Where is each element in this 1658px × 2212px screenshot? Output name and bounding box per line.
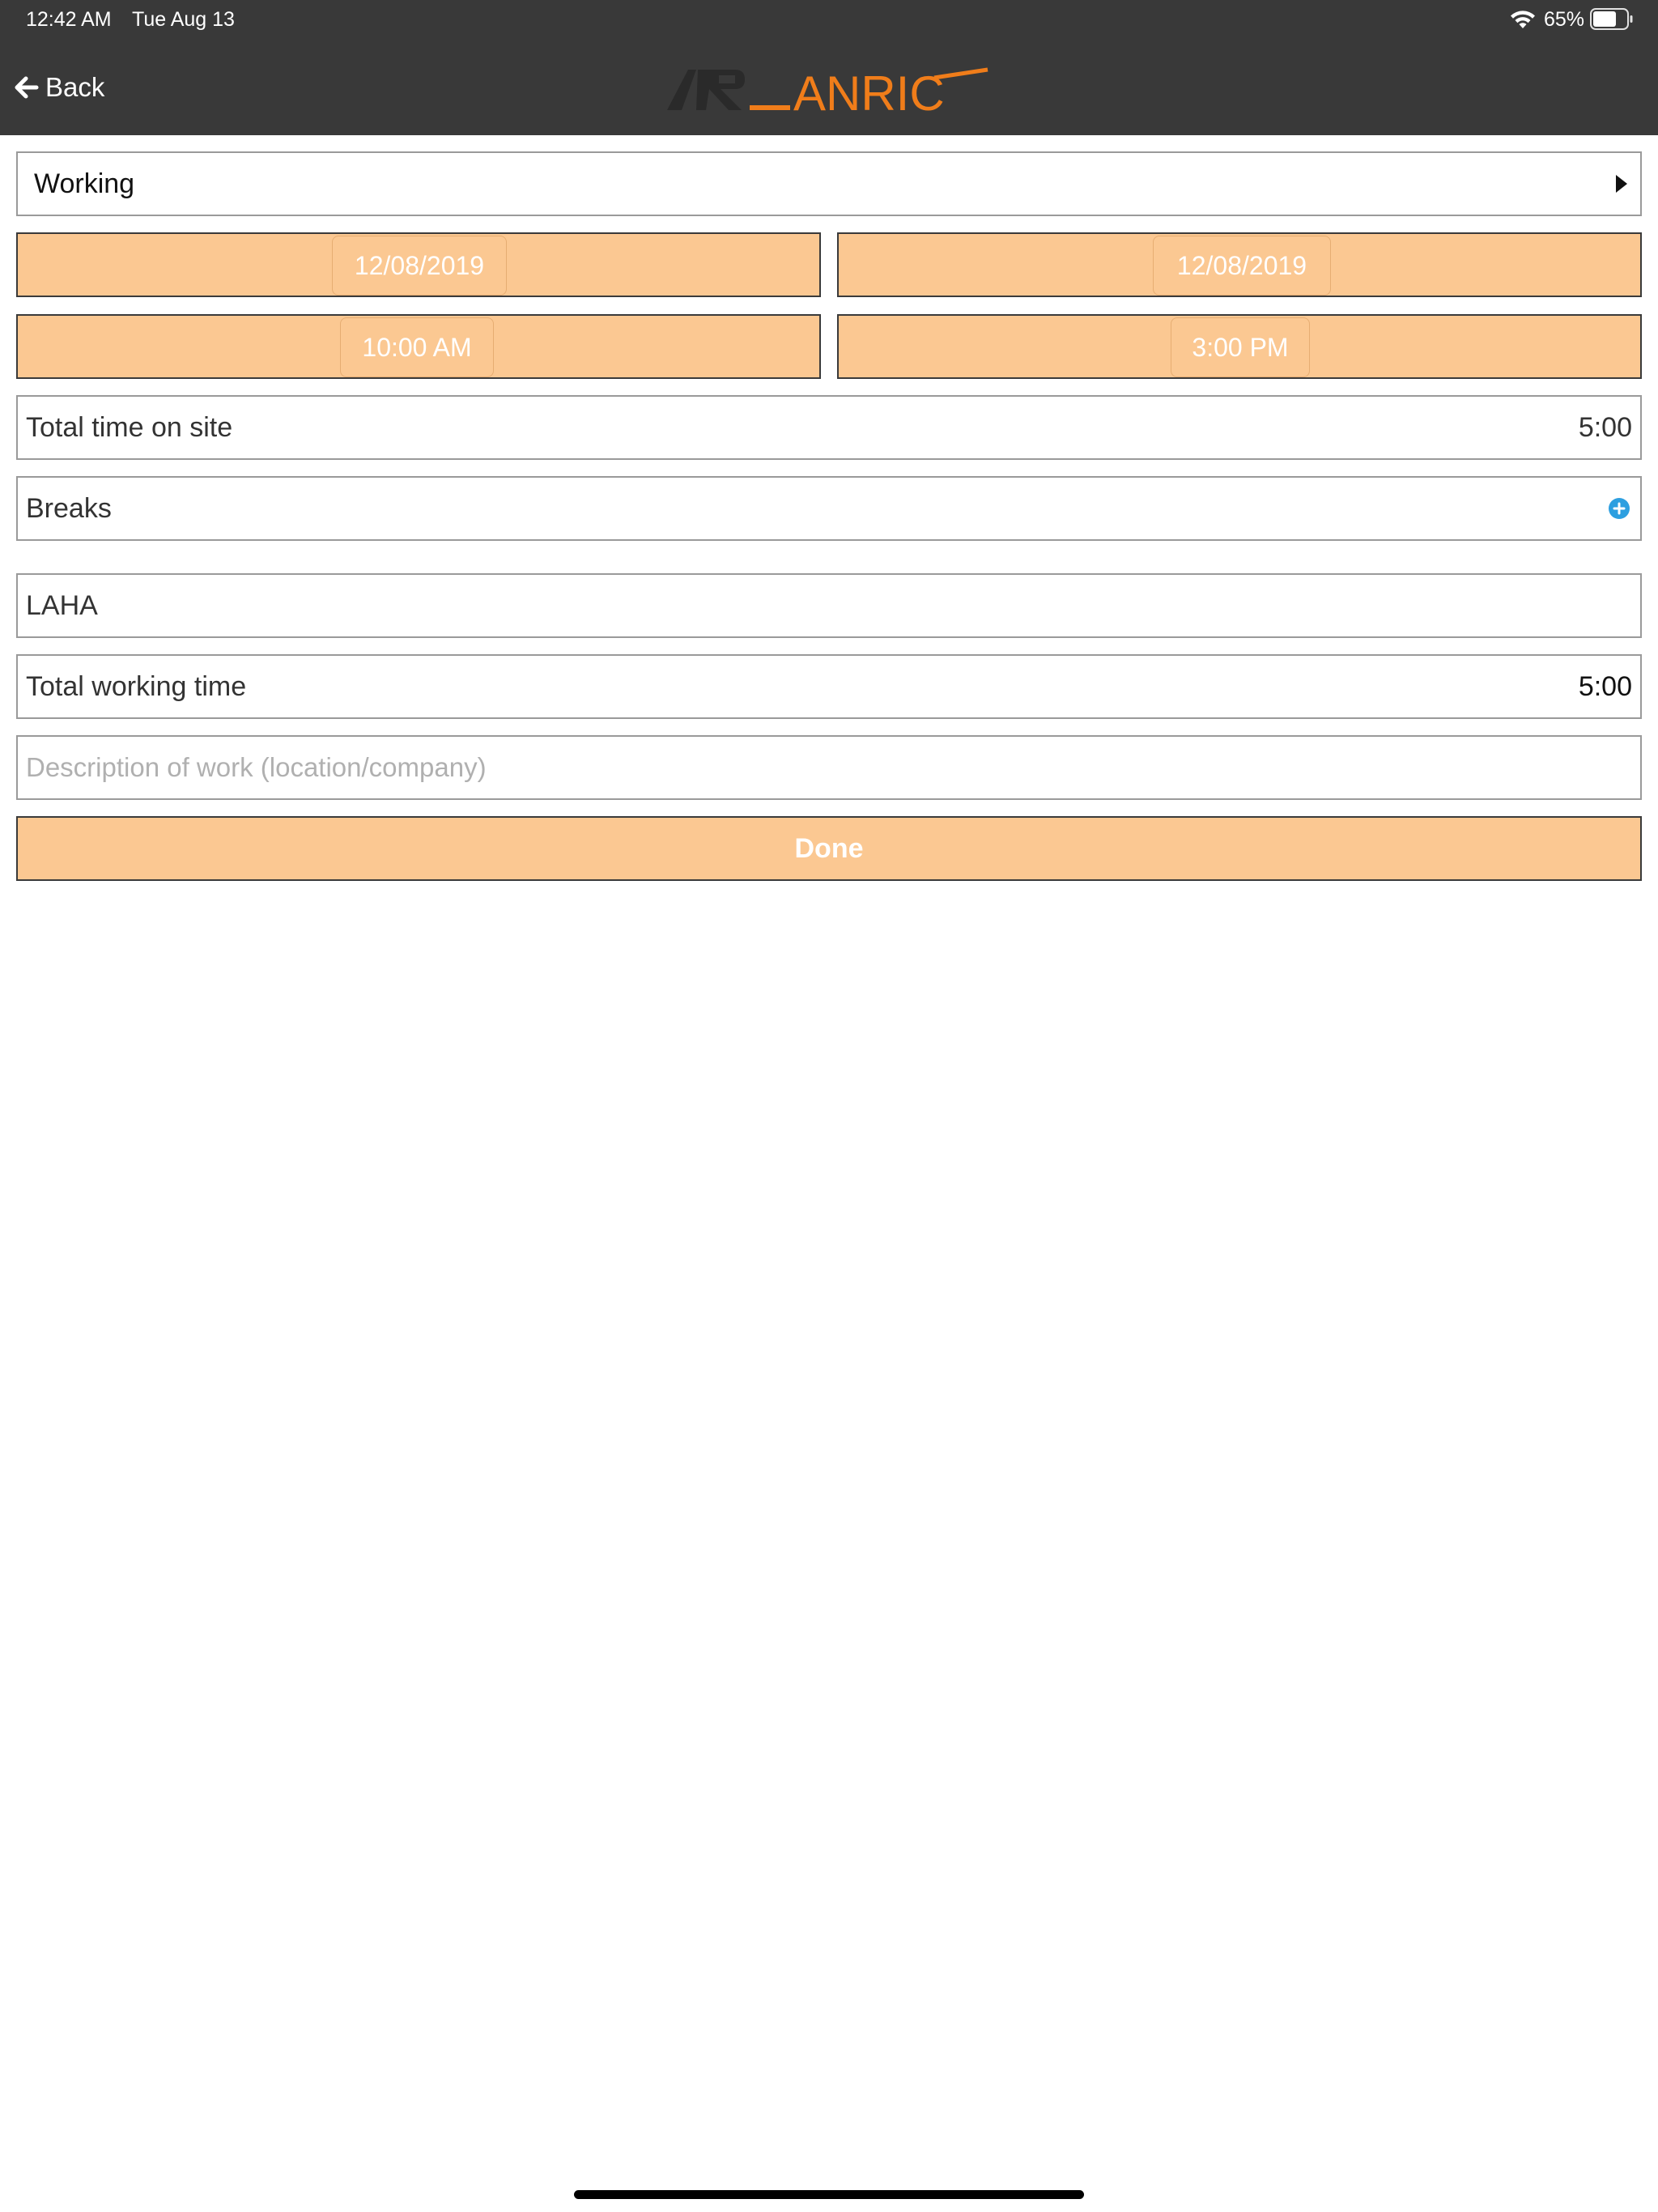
status-select-value: Working xyxy=(34,168,135,199)
total-working-time-label: Total working time xyxy=(26,670,247,702)
home-indicator[interactable] xyxy=(574,2190,1084,2199)
status-time: 12:42 AM xyxy=(26,8,112,31)
back-button[interactable] xyxy=(15,70,104,105)
add-break-icon[interactable] xyxy=(1608,497,1630,520)
start-date-picker[interactable]: 12/08/2019 xyxy=(332,236,507,296)
total-working-time-row xyxy=(16,654,1642,719)
status-date: Tue Aug 13 xyxy=(132,8,235,31)
caret-right-icon xyxy=(1616,175,1627,193)
start-time-field xyxy=(16,314,821,379)
status-select[interactable] xyxy=(16,151,1642,216)
breaks-row xyxy=(16,476,1642,541)
end-time-field xyxy=(837,314,1642,379)
end-date-field xyxy=(837,232,1642,297)
breaks-label: Breaks xyxy=(26,492,112,524)
description-field[interactable] xyxy=(16,735,1642,800)
start-time-picker[interactable]: 10:00 AM xyxy=(340,317,494,377)
total-time-on-site-row xyxy=(16,395,1642,460)
done-button[interactable]: Done xyxy=(16,816,1642,881)
end-time-picker[interactable]: 3:00 PM xyxy=(1171,317,1310,377)
total-time-on-site-label: Total time on site xyxy=(26,411,233,443)
arrow-left-icon xyxy=(15,75,39,100)
total-time-on-site-value: 5:00 xyxy=(1578,411,1632,443)
svg-text:ANRIC: ANRIC xyxy=(793,66,945,117)
laha-row[interactable] xyxy=(16,573,1642,638)
description-placeholder: Description of work (location/company) xyxy=(26,752,487,782)
back-label: Back xyxy=(45,72,105,102)
battery-icon xyxy=(1590,8,1634,30)
laha-label: LAHA xyxy=(26,589,98,621)
total-working-time-value: 5:00 xyxy=(1578,670,1632,702)
top-bar xyxy=(0,0,1658,135)
start-date-field xyxy=(16,232,821,297)
battery-percent: 65% xyxy=(1544,8,1585,31)
anric-logo xyxy=(664,63,996,117)
end-date-picker[interactable]: 12/08/2019 xyxy=(1153,236,1331,296)
wifi-icon xyxy=(1509,9,1537,30)
